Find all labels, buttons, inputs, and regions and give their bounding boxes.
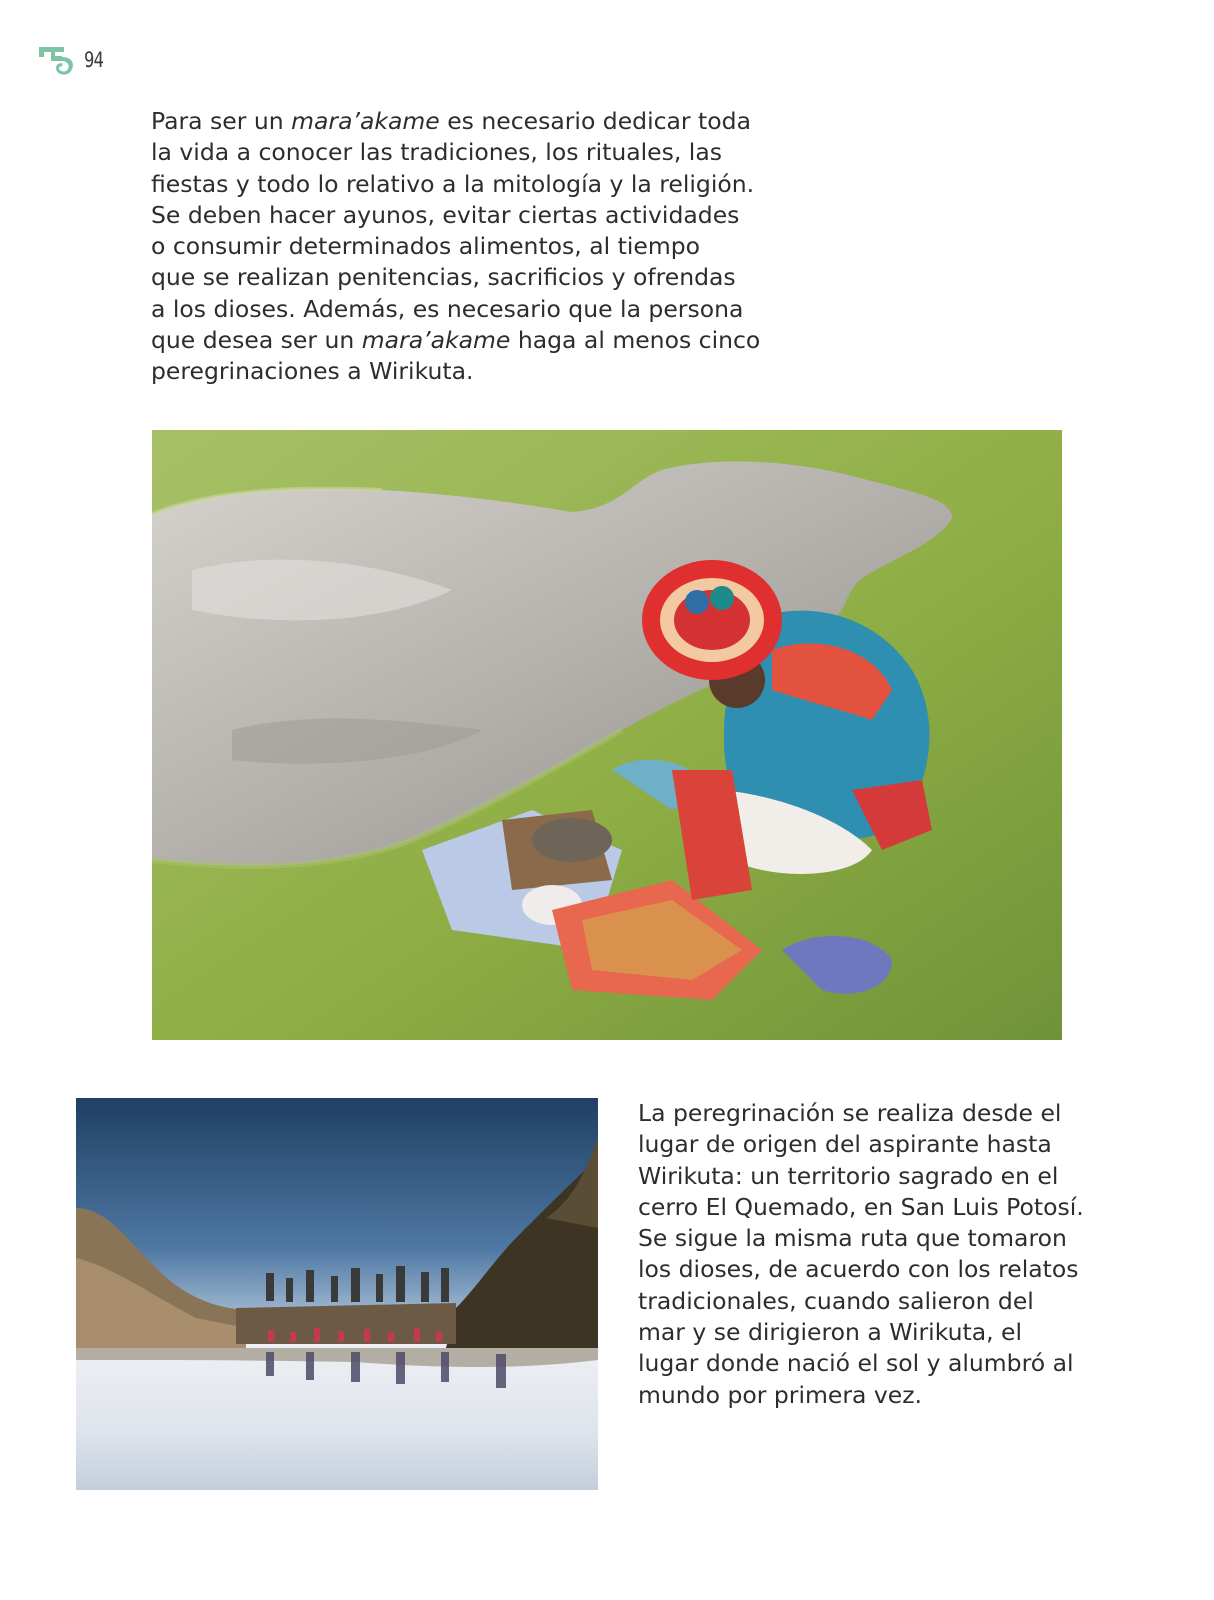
page-header (38, 42, 107, 78)
text-line: fiestas y todo lo relativo a la mitología y la religión. (151, 169, 755, 198)
text-line: que se realizan penitencias, sacrificios y ofrendas (151, 263, 736, 292)
text-line: o consumir determinados alimentos, al tiempo (151, 232, 701, 261)
text-line: Se deben hacer ayunos, evitar ciertas actividades (151, 200, 740, 229)
text-line: tradicionales, cuando salieron del (638, 1286, 1034, 1315)
term-maraakame: mara’akame (361, 326, 511, 355)
photo-pilgrims-reflection (76, 1098, 598, 1490)
text-line: Se sigue la misma ruta que tomaron (638, 1224, 1067, 1253)
text-line: los dioses, de acuerdo con los relatos (638, 1255, 1079, 1284)
text-line: cerro El Quemado, en San Luis Potosí. (638, 1192, 1084, 1221)
fret-glyph-icon (38, 43, 76, 77)
text-line: a los dioses. Además, es necesario que la persona (151, 294, 744, 323)
term-maraakame: mara’akame (291, 107, 440, 135)
text-line: lugar de origen del aspirante hasta (638, 1130, 1052, 1159)
text-line: la vida a conocer las tradiciones, los rituales, las (151, 138, 722, 167)
text-line: Para ser un mara’akame es necesario dedicar toda (151, 107, 751, 135)
text-line: lugar donde nació el sol y alumbró al (638, 1349, 1074, 1378)
text-line: peregrinaciones a Wirikuta. (151, 357, 474, 386)
text-line: Wirikuta: un territorio sagrado en el (638, 1161, 1059, 1190)
page-number: 94 (84, 48, 104, 72)
text-line: mar y se dirigieron a Wirikuta, el (638, 1318, 1023, 1347)
text-line: La peregrinación se realiza desde el (638, 1099, 1062, 1127)
text-line: que desea ser un mara’akame haga al menos cinco (151, 326, 761, 355)
text-line: mundo por primera vez. (638, 1380, 923, 1409)
photo-maraakame-offering (152, 430, 1062, 1040)
paragraph-intro (151, 106, 771, 388)
paragraph-pilgrimage (638, 1098, 1108, 1411)
